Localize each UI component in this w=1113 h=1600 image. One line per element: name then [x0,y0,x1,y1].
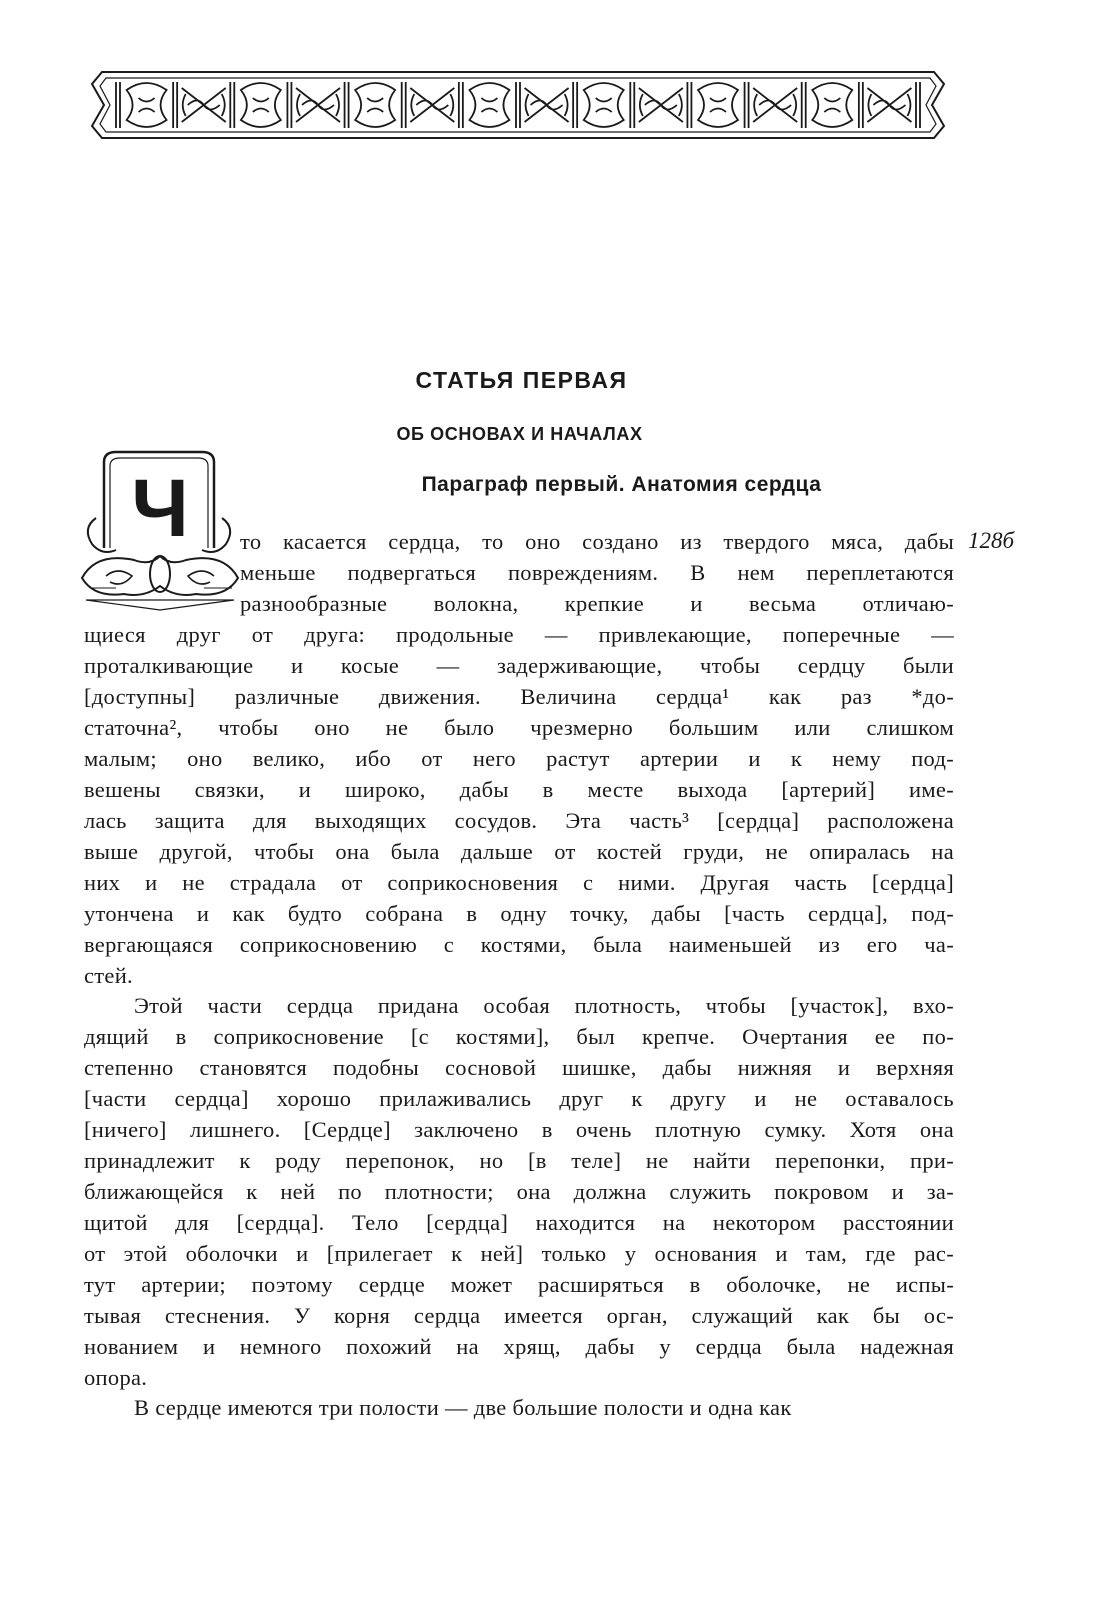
ornament-motif [698,83,738,127]
body-text-block-2 [84,990,954,1393]
text-line: выше другой, чтобы она была дальше от костей груди, не опиралась на [84,839,954,864]
ornament-divider [687,82,691,128]
text-line: [доступны] различные движения. Величина сердца¹ как раз *до- [84,684,954,709]
ornament-motif [355,83,395,127]
ornament-motif [182,88,226,122]
ornament-motif [127,83,167,127]
ornament-divider [345,82,349,128]
text-line: разнообразные волокна, крепкие и весьма отличаю- [240,591,954,616]
ornament-divider [802,82,806,128]
drop-cap-letter: Ч [131,463,189,554]
margin-page-reference: 128б [968,528,1015,553]
ornament-motif [469,83,509,127]
text-line: меньше подвергаться повреждениям. В нем переплетаются [240,560,954,585]
ornament-divider [459,82,463,128]
ornament-divider [116,82,120,128]
text-line: вергающаяся соприкосновению с костями, была наименьшей из его ча- [84,932,954,957]
ornament-motif [639,88,683,122]
text-line: [ничего] лишнего. [Сердце] заключено в очень плотную сумку. Хотя она [84,1117,954,1142]
text-line: стей. [84,963,133,988]
text-line: степенно становятся подобны сосновой шишке, дабы нижняя и верхняя [84,1055,954,1080]
ornament-motif [241,83,281,127]
ornament-divider [516,82,520,128]
ornament-divider [859,82,863,128]
text-line: вешены связки, и широко, дабы в месте выхода [артерий] име- [84,777,954,802]
section-title: ОБ ОСНОВАХ И НАЧАЛАХ [396,424,643,444]
ornament-divider [230,82,234,128]
ornament-divider [287,82,291,128]
ornament-motif [296,88,340,122]
text-line: щиеся друг от друга: продольные — привлекающие, поперечные — [84,622,954,647]
text-line: проталкивающие и косые — задерживающие, чтобы сердцу были [84,653,954,678]
text-line: лась защита для выходящих сосудов. Эта часть³ [сердца] расположена [84,808,954,833]
text-line: нованием и немного похожий на хрящ, дабы у сердца была надежная [84,1334,954,1359]
text-line: тывая стеснения. У корня сердца имеется орган, служащий как бы ос- [84,1303,954,1328]
text-line: тут артерии; поэтому сердце может расширяться в оболочке, не испы- [84,1272,954,1297]
text-line: то касается сердца, то оно создано из твердого мяса, дабы [240,529,954,554]
ornament-motif [753,88,797,122]
paragraph-title: Параграф первый. Анатомия сердца [421,473,822,496]
ornamental-header-band [84,68,952,142]
text-line: В сердце имеются три полости — две большие полости и одна как [134,1395,792,1420]
text-line: Этой части сердца придана особая плотность, чтобы [участок], вхо- [134,993,954,1018]
text-line: [части сердца] хорошо прилаживались друг к другу и не оставалось [84,1086,954,1111]
ornament-divider [402,82,406,128]
ornament-motif [812,83,852,127]
ornament-motif [410,88,454,122]
ornament-divider [573,82,577,128]
text-line: утончена и как будто собрана в одну точку, дабы [часть сердца], под- [84,901,954,926]
text-line: дящий в соприкосновение [с костями], был крепче. Очертания ее по- [84,1024,954,1049]
ornament-divider [916,82,920,128]
article-title: СТАТЬЯ ПЕРВАЯ [415,367,628,393]
ornament-divider [745,82,749,128]
text-line: малым; оно велико, ибо от него растут артерии и к нему под- [84,746,954,771]
text-line: статочна², чтобы оно не было чрезмерно большим или слишком [84,715,954,740]
text-line: от этой оболочки и [прилегает к ней] только у основания и там, где рас- [84,1241,954,1266]
text-line: них и не страдала от соприкосновения с ними. Другая часть [сердца] [84,870,954,895]
ornament-divider [630,82,634,128]
ornament-motif [584,83,624,127]
text-line: ближающейся к ней по плотности; она должна служить покровом и за- [84,1179,954,1204]
body-text-block-3 [84,1392,954,1423]
text-line: щитой для [сердца]. Тело [сердца] находится на некотором расстоянии [84,1210,954,1235]
ornament-motif [525,88,569,122]
text-line: принадлежит к роду перепонок, но [в теле] не найти перепонки, при- [84,1148,954,1173]
body-text-block-1 [84,526,954,991]
ornament-divider [173,82,177,128]
ornament-motif [867,88,911,122]
text-line: опора. [84,1365,148,1390]
